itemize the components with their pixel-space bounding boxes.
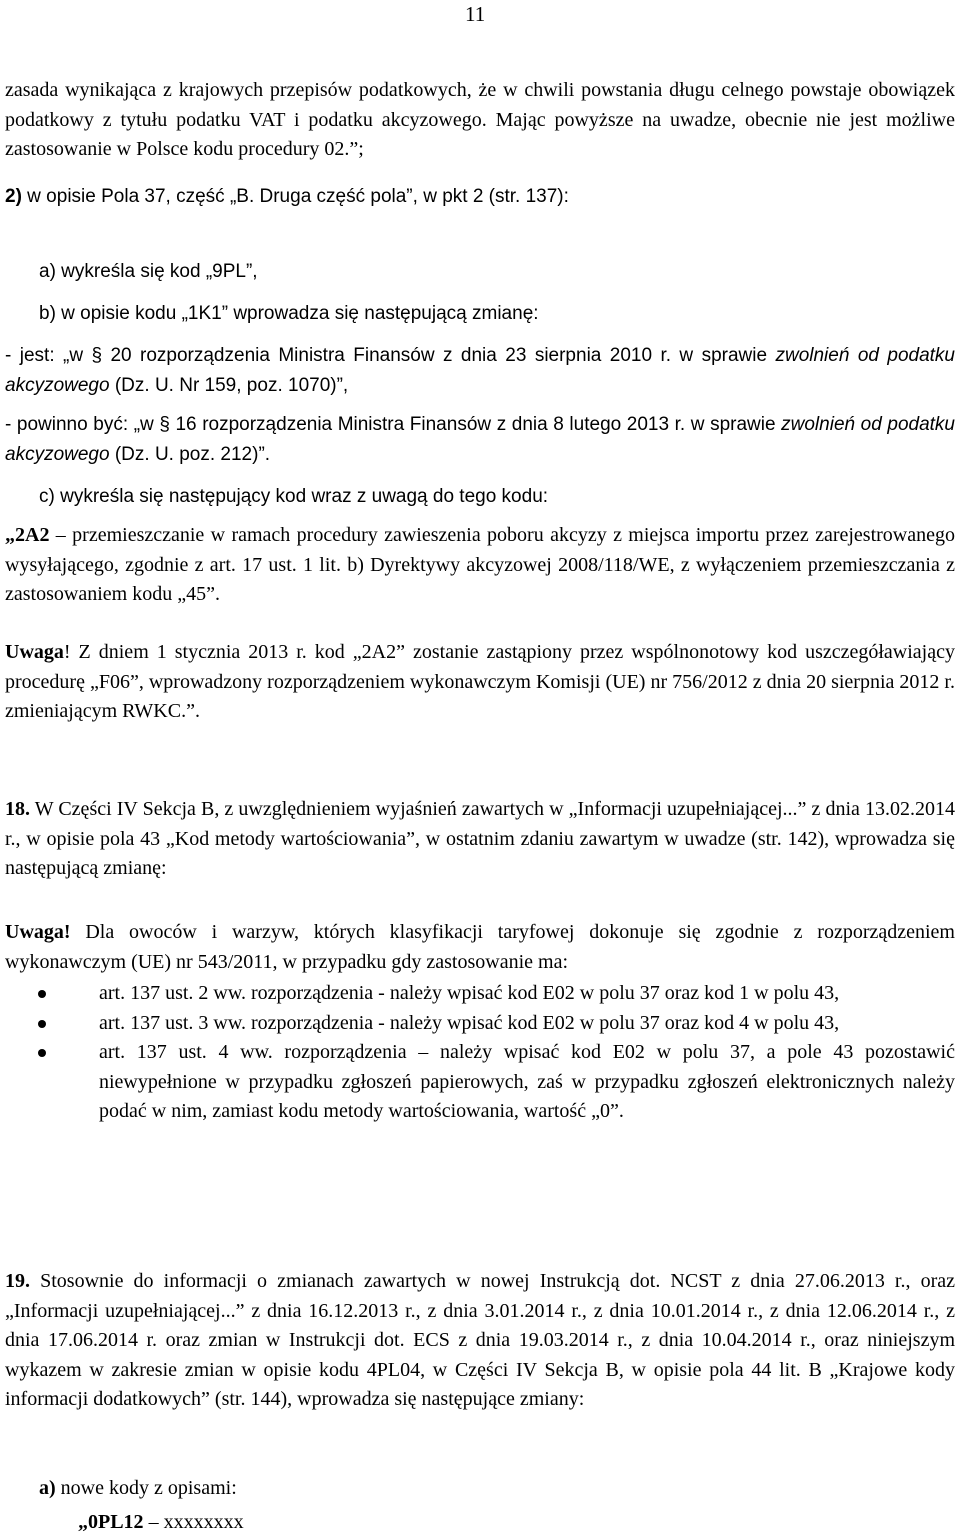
uwaga-label: Uwaga <box>5 641 64 663</box>
list-item <box>0 1009 955 1039</box>
bullet-text: art. 137 ust. 2 ww. rozporządzenia - należy wpisać kod E02 w polu 37 oraz kod 1 w polu 43, <box>99 982 840 1004</box>
item-19a-label: a) <box>39 1477 56 1499</box>
bullet-text: art. 137 ust. 3 ww. rozporządzenia - należy wpisać kod E02 w polu 37 oraz kod 4 w polu 43, <box>99 1011 840 1034</box>
powinno-paragraph <box>5 410 955 469</box>
bullet-icon <box>38 1049 46 1057</box>
code-0pl12-line <box>78 1508 948 1538</box>
powinno-prefix: - powinno być: „w § 16 rozporządzenia Ministra Finansów z dnia 8 lutego 2013 r. w sprawie <box>5 414 782 435</box>
item-2a <box>39 257 949 287</box>
item-2b-text: b) w opisie kodu „1K1” wprowadza się następującą zmianę: <box>39 303 539 324</box>
jest-prefix: - jest: „w § 20 rozporządzenia Ministra Finansów z dnia 23 sierpnia 2010 r. w sprawie <box>5 345 776 366</box>
code-2a2: „2A2 <box>5 524 50 546</box>
item-18-number: 18. <box>5 798 30 820</box>
item-18-uwaga-text: Dla owoców i warzyw, których klasyfikacji taryfowej dokonuje się zgodnie z rozporządzeniem wykonawczym (UE) nr 543/2011, w przypadku gdy zastosowanie ma: <box>5 921 955 973</box>
item-2-number: 2) <box>5 186 22 207</box>
intro-text: zasada wynikająca z krajowych przepisów podatkowych, że w chwili powstania długu celnego powstaje obowiązek podatkowy z tytułu podatku VAT i podatku akcyzowego. Mając powyższe na uwadze, obecnie nie jest możliwe zastosowanie w Polsce kodu procedury 02.”; <box>5 79 955 160</box>
item-18-text: W Części IV Sekcja B, z uwzględnieniem wyjaśnień zawartych w „Informacji uzupełniającej...” z dnia 13.02.2014 r., w opisie pola 43 „Kod metody wartościowania”, w ostatnim zdaniu zawartym w uwadze (str. 142), wprowadza się następującą zmianę: <box>5 798 955 879</box>
bullet-list <box>0 979 955 1127</box>
page-number: 11 <box>465 2 486 26</box>
jest-italic: zwolnień od podatku akcyzowego <box>5 345 955 396</box>
item-19-number: 19. <box>5 1270 30 1292</box>
bullet-text: art. 137 ust. 4 ww. rozporządzenia – należy wpisać kod E02 w polu 37, a pole 43 pozostawić niewypełnione w przypadku zgłoszeń papierowych, zaś w przypadku zgłoszeń elektronicznych należy podać w nim, zamiast kodu metody wartościowania, wartość „0”. <box>99 1041 955 1122</box>
item-18-uwaga <box>5 918 955 977</box>
item-2-text: w opisie Pola 37, część „B. Druga część pola”, w pkt 2 (str. 137): <box>21 186 569 207</box>
item-19a-text: nowe kody z opisami: <box>55 1477 237 1499</box>
powinno-suffix: (Dz. U. poz. 212)”. <box>109 443 271 465</box>
powinno-italic: zwolnień od podatku akcyzowego <box>5 414 955 465</box>
item-18-paragraph <box>5 795 955 884</box>
item-19-paragraph <box>5 1267 955 1415</box>
list-item <box>0 979 955 1009</box>
code-2a2-paragraph <box>5 521 955 610</box>
item-2-heading <box>5 182 955 212</box>
item-2c <box>39 482 949 512</box>
bullet-icon <box>38 1020 46 1028</box>
uwaga-text: ! Z dniem 1 stycznia 2013 r. kod „2A2” zostanie zastąpiony przez wspólnonotowy kod uszczegóławiający procedurę „F06”, wprowadzony rozporządzeniem wykonawczym Komisji (UE) nr 756/2012 z dnia 20 sierpnia 2012 r. zmieniającym RWKC.”. <box>5 641 955 722</box>
list-item <box>0 1038 955 1127</box>
item-19-text: Stosownie do informacji o zmianach zawartych w nowej Instrukcją dot. NCST z dnia 27.06.2013 r., oraz „Informacji uzupełniającej...” z dnia 16.12.2013 r., z dnia 3.01.2014 r., z dnia 10.01.2014 r., z dnia 12.06.2014 r., z dnia 17.06.2014 r. oraz zmian w Instrukcji dot. ECS z dnia 19.03.2014 r., z dnia 10.04.2014 r., oraz niniejszym wykazem w zakresie zmian w opisie kodu 4PL04, w Części IV Sekcja B, w opisie pola 44 lit. B „Krajowe kody informacji dodatkowych” (str. 144), wprowadza się następujące zmiany: <box>5 1270 955 1410</box>
code-0pl12: „0PL12 <box>78 1511 144 1533</box>
item-19a <box>39 1474 949 1504</box>
code-0pl12-text: – xxxxxxxx <box>143 1511 244 1533</box>
intro-paragraph <box>5 76 955 165</box>
item-2c-text: c) wykreśla się następujący kod wraz z uwagą do tego kodu: <box>39 486 549 507</box>
item-18-uwaga-label: Uwaga! <box>5 921 71 943</box>
jest-paragraph <box>5 341 955 400</box>
uwaga-2a2-paragraph <box>5 638 955 727</box>
bullet-icon <box>38 990 46 998</box>
item-2a-text: a) wykreśla się kod „9PL”, <box>39 261 258 282</box>
jest-suffix: (Dz. U. Nr 159, poz. 1070)”, <box>109 374 349 396</box>
item-2b <box>39 299 949 329</box>
code-2a2-text: – przemieszczanie w ramach procedury zawieszenia poboru akcyzy z miejsca importu przez zarejestrowanego wysyłającego, zgodnie z art. 17 ust. 1 lit. b) Dyrektywy akcyzowej 2008/118/WE, z wyłączeniem przemieszczania z zastosowaniem kodu „45”. <box>5 524 955 605</box>
